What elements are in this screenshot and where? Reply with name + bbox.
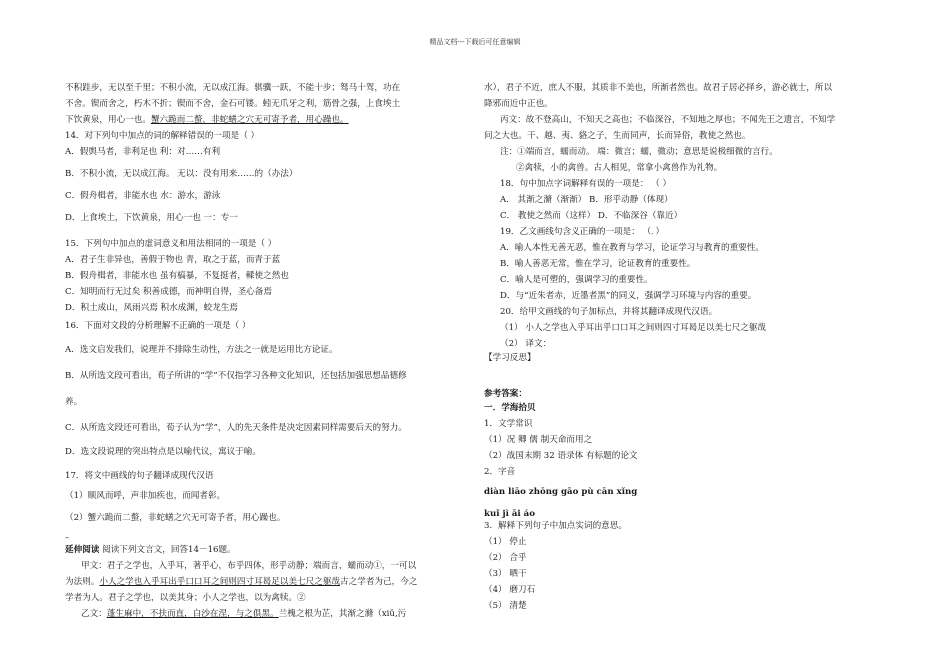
text-span: A．君子生非异也，善假于物也 青，取之于蓝，而青于蓝: [65, 255, 281, 265]
text-line: [500, 212, 682, 221]
text-span: C．知明而行无过矣 积善成德，而神明自得，圣心备焉: [65, 287, 272, 297]
text-span: 17．将文中画线的句子翻译成现代汉语: [65, 471, 214, 481]
text-line: [65, 472, 213, 481]
text-span: C．从所选文段还可看出，荀子认为“学”，人的先天条件是决定因素同样需要后天的努力。: [65, 423, 407, 433]
text-span: 阅读下列文言文，回答14－16题。: [99, 545, 236, 555]
text-line: [484, 554, 527, 563]
text-line: [484, 510, 535, 519]
text-span: ）: [655, 227, 665, 237]
text-line: [65, 272, 289, 281]
text-line: [500, 340, 551, 349]
text-span: （1） 小人之学也入乎耳出乎口口耳之间则四寸耳曷足以美七尺之躯哉: [500, 323, 767, 333]
text-line: [500, 244, 764, 253]
text-span: 学者为人。君子之学也，以美其身；小人之学也，以为禽犊。②: [65, 593, 306, 603]
text-span: 注：①端而言，蠕而动。 端：微言；蠕，微动；意思是说极细微的言行。: [500, 147, 778, 157]
text-span: kuǐ jì āi áo: [484, 509, 535, 519]
text-span: D．与“近朱者赤，近墨者黑”的同义，强调学习环境与内容的重要。: [500, 291, 757, 301]
text-span: 一．学海拾贝: [484, 403, 536, 413]
text-span: （1）顺风而呼，声非加疾也，而闻者彰。: [65, 491, 226, 501]
text-span: （5） 清楚: [484, 601, 527, 611]
text-line: [500, 148, 778, 157]
text-span: （1）况 卿 儒 制天命而用之: [484, 435, 593, 445]
text-span: 不舍。锲而舍之，朽木不折；锲而不舍，金石可镂。蚓无爪牙之利，筋骨之强，上食埃土: [65, 99, 401, 109]
text-span: 为法则。: [65, 577, 100, 587]
text-span: 养。: [65, 397, 83, 407]
text-span: （2） 译文：: [500, 339, 552, 349]
text-line: [81, 610, 406, 619]
text-line: [484, 100, 553, 109]
text-span: 乙文：: [81, 609, 107, 619]
text-span: 古之学者为己，今之: [340, 577, 418, 587]
text-line: [65, 492, 225, 501]
text-span: 兰槐之根为芷，其渐之滫（xiǔ,污: [278, 609, 407, 619]
text-span: （2） 合乎: [484, 553, 527, 563]
text-span: 【学习反思】: [484, 353, 536, 363]
text-line: [65, 84, 400, 93]
text-line: [500, 276, 653, 285]
text-span: D．积土成山，风雨兴焉 积水成渊，蛟龙生焉: [65, 303, 238, 313]
text-line: [65, 594, 306, 603]
text-span: B．从所选文段可看出，荀子所讲的“学”不仅指学习各种文化知识，还包括加强思想品德修: [65, 371, 407, 381]
text-span: 1．文学常识: [484, 419, 533, 429]
text-line: [484, 602, 527, 611]
text-span: B．喻人善恶无常，惟在学习，论证教育的重要性。: [500, 259, 696, 269]
text-line: [484, 468, 515, 477]
underlined-text: 蟹六跪而二螯，非蛇蟮之穴无可寄予者，用心躁也。: [150, 115, 349, 125]
text-span: 丙文：故不登高山，不知天之高也；不临深谷，不知地之厚也；不闻先王之遗言，不知学: [500, 115, 836, 125]
text-span: 20．给甲文画线的句子加标点，并将其翻译成现代汉语。: [500, 307, 718, 317]
text-line: [65, 288, 272, 297]
text-span: 延伸阅读: [65, 545, 100, 555]
text-line: [65, 192, 220, 201]
underlined-text: 小人之学也入乎耳出乎口口耳之间则四寸耳曷足以美七尺之躯哉: [99, 577, 341, 587]
text-span: （3） 晒干: [484, 569, 527, 579]
text-line: [65, 148, 220, 157]
text-line: [484, 522, 627, 531]
text-line: [484, 390, 527, 399]
text-span: A． 其渐之滫（渐渐） B．形乎动静（体现）: [500, 195, 673, 205]
text-span: 参考答案：: [484, 389, 527, 399]
text-line: [516, 164, 722, 173]
text-line: [65, 534, 69, 543]
text-line: [65, 214, 238, 223]
text-line: [500, 260, 695, 269]
text-line: [484, 436, 592, 445]
text-line: [484, 488, 637, 497]
text-line: [65, 322, 251, 331]
text-line: [484, 452, 638, 461]
text-span: 2．字音: [484, 467, 516, 477]
text-line: [65, 304, 238, 313]
text-line: [500, 180, 671, 189]
text-line: [484, 132, 750, 141]
text-line: [65, 100, 400, 109]
text-line: [500, 228, 664, 237]
text-line: [484, 404, 536, 413]
text-span: （4） 磨刀石: [484, 585, 536, 595]
text-span: （2）战国末期 32 语录体 有标题的论文: [484, 451, 638, 461]
text-span: （2）蟹六跪而二螯，非蛇蟮之穴无可寄予者，用心躁也。: [65, 513, 286, 523]
text-span: C． 教使之然而（这样） D．不临深谷（靠近）: [500, 211, 683, 221]
text-span: 降邪而近中正也。: [484, 99, 553, 109]
text-span: 问之大也。干、越、夷、貉之子，生而同声，长而异俗，教使之然也。: [484, 131, 751, 141]
text-span: C．喻人是可塑的，强调学习的重要性。: [500, 275, 653, 285]
text-span: 不积跬步，无以至千里；不积小流，无以成江海。骐骥一跃，不能十步；驽马十驾，功在: [65, 83, 401, 93]
text-line: [500, 196, 673, 205]
text-line: [65, 132, 259, 141]
text-span: diàn liāo zhōng gāo pù cān xǐng: [484, 487, 638, 497]
text-span: B．不积小流，无以成江海。 无以：没有用来……的（办法）: [65, 169, 298, 179]
text-span: 15．下列句中加点的虚词意义和用法相同的一项是（ ）: [65, 239, 277, 249]
text-span: A．喻人本性无善无恶，惟在教育与学习，论证学习与教育的重要性。: [500, 243, 765, 253]
text-span: C．假舟楫者，非能水也 水：游水，游泳: [65, 191, 221, 201]
text-line: [484, 538, 527, 547]
text-line: [81, 562, 416, 571]
text-span: （1） 停止: [484, 537, 527, 547]
text-span: ②禽犊，小的禽兽。古人相见，常拿小禽兽作为礼物。: [516, 163, 723, 173]
text-span: 3．解释下列句子中加点实词的意思。: [484, 521, 627, 531]
text-span: D．选文段说理的突出特点是以喻代议，寓议于喻。: [65, 447, 261, 457]
text-span: –: [65, 533, 70, 543]
text-span: 19．乙文画线句含义正确的一项是： （: [500, 227, 652, 237]
text-line: [500, 116, 835, 125]
text-line: [65, 170, 298, 179]
text-line: [500, 324, 766, 333]
text-line: [500, 292, 756, 301]
text-line: [65, 116, 349, 125]
text-line: [484, 420, 532, 429]
page-header: 精品文档---下载后可任意编辑: [429, 38, 521, 46]
text-line: [65, 240, 276, 249]
text-line: [65, 256, 280, 265]
text-line: [484, 354, 536, 363]
text-span: B．假舟楫者，非能水也 虽有槁暴，不复挺者，輮使之然也: [65, 271, 289, 281]
text-span: 16．下面对文段的分析理解不正确的一项是（ ）: [65, 321, 251, 331]
text-line: [65, 546, 236, 555]
text-span: A．选文启发我们，说理并不排除生动性，方法之一就是运用比方论证。: [65, 345, 338, 355]
text-span: A．假舆马者，非利足也 利：对……有利: [65, 147, 221, 157]
underlined-text: 蓬生麻中，不扶而直，白沙在涅，与之俱黑。: [106, 609, 279, 619]
text-span: 14．对下列句中加点的词的解释错误的一项是（ ）: [65, 131, 260, 141]
text-span: 水），君子不近，庶人不服，其质非不美也，所渐者然也。故君子居必择乡，游必就士，所以: [484, 83, 833, 93]
answer-mark: ．: [651, 227, 656, 237]
text-span: 下饮黄泉，用心一也。: [65, 115, 151, 125]
text-span: D．上食埃土，下饮黄泉，用心一也 一：专一: [65, 213, 238, 223]
text-line: [65, 346, 338, 355]
text-line: [65, 514, 285, 523]
text-line: [65, 424, 407, 433]
text-line: [65, 578, 417, 587]
text-span: 18．句中加点字词解释有误的一项是： （ ）: [500, 179, 672, 189]
text-line: [65, 398, 82, 407]
text-line: [484, 84, 832, 93]
text-line: [500, 308, 717, 317]
text-span: 甲文：君子之学也，入乎耳，著乎心，布乎四体，形乎动静；端而言，蠕而动①，一可以: [81, 561, 417, 571]
text-line: [65, 372, 407, 381]
text-line: [484, 586, 535, 595]
text-line: [65, 448, 261, 457]
text-line: [484, 570, 527, 579]
